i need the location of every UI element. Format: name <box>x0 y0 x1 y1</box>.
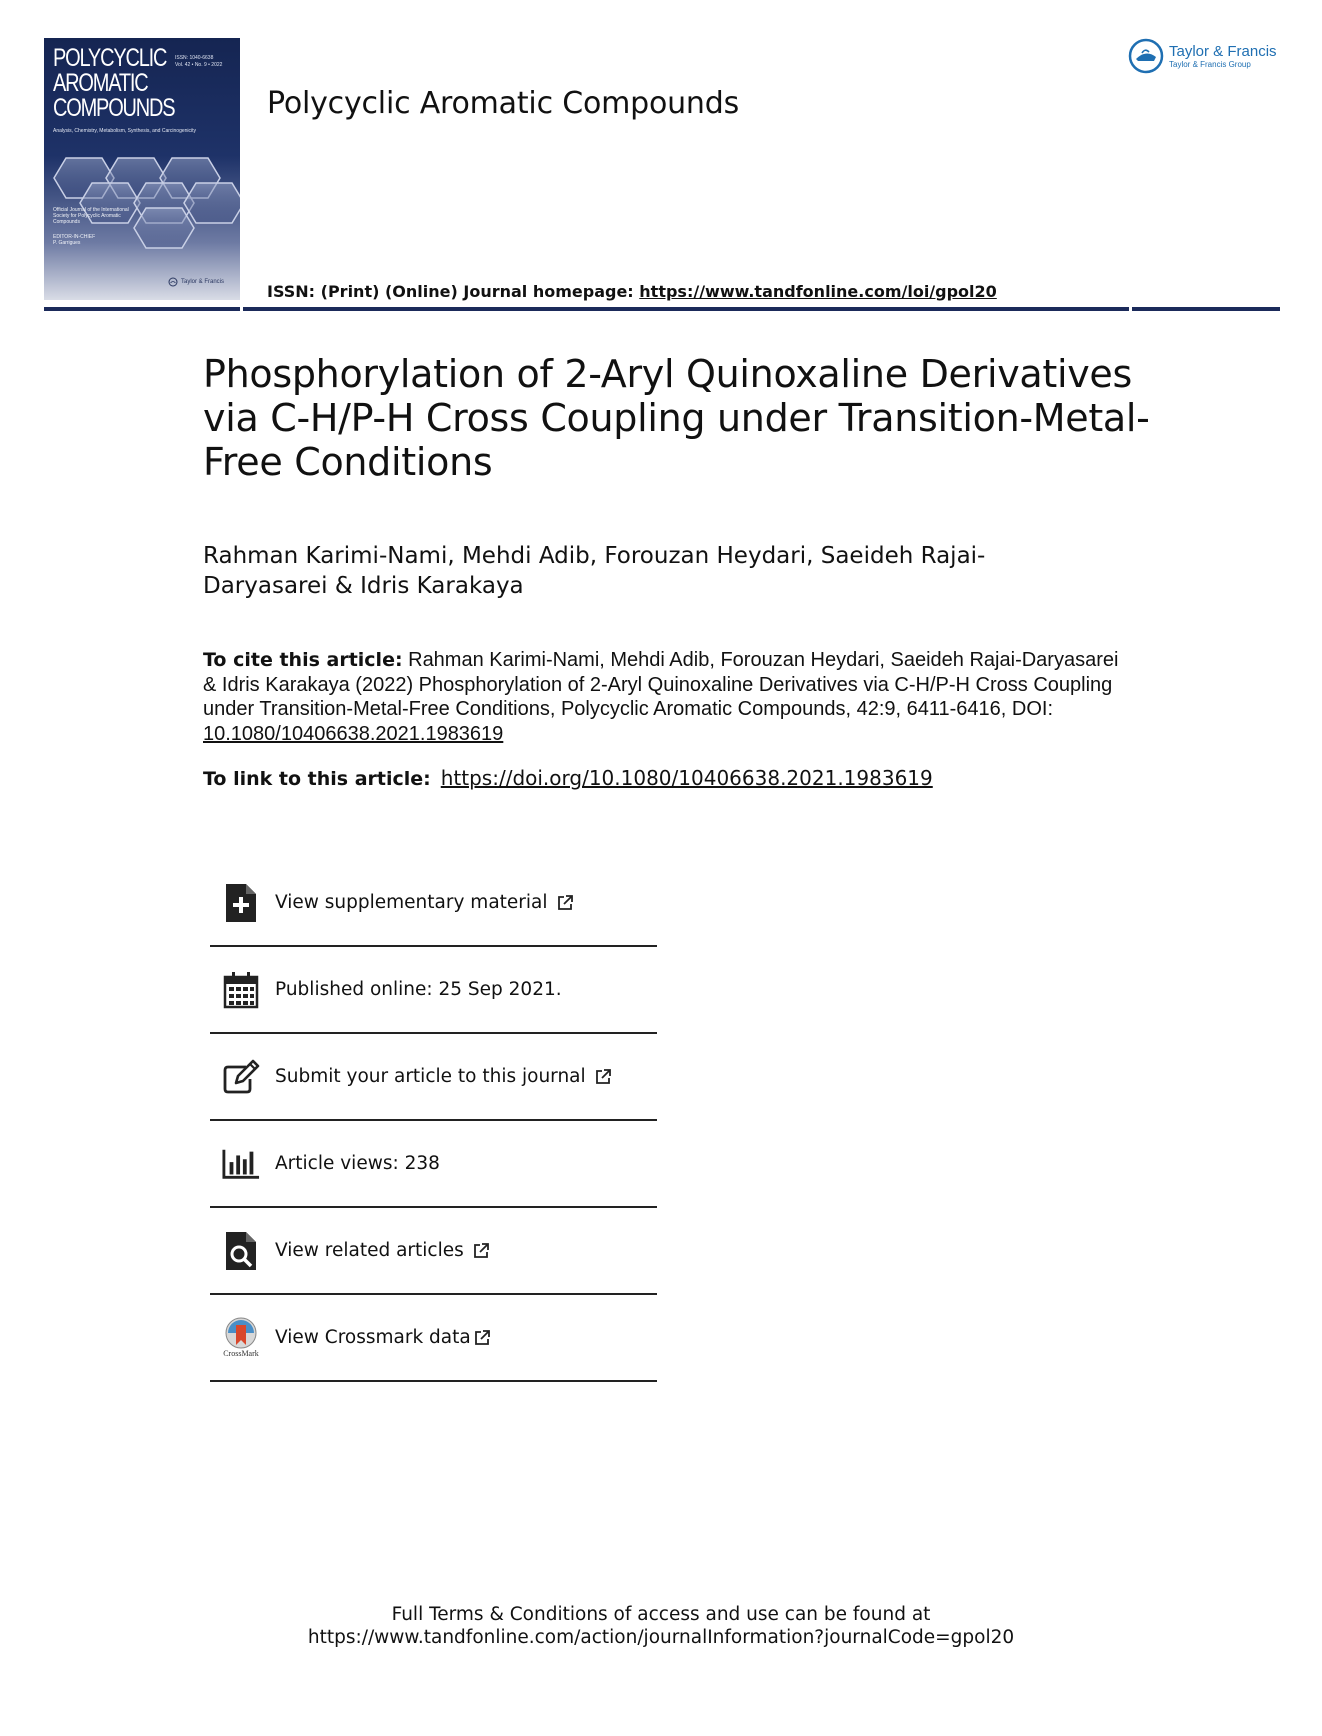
cover-issn: ISSN: 1040-6638 Vol. 42 • No. 9 • 2022 <box>175 55 223 68</box>
journal-cover-image <box>44 38 240 300</box>
published-online-item <box>210 947 657 1034</box>
header-divider <box>44 307 1280 311</box>
cover-official-text: Official Journal of the International Society for Polycyclic Aromatic Compounds <box>53 207 129 225</box>
article-views-label: Article views: 238 <box>275 1153 440 1174</box>
publisher-group: Taylor & Francis Group <box>1169 59 1251 69</box>
published-online-label: Published online: 25 Sep 2021. <box>275 979 562 1000</box>
supplementary-material-label: View supplementary material <box>275 892 548 913</box>
journal-name: Polycyclic Aromatic Compounds <box>267 86 740 121</box>
cite-doi-link[interactable]: 10.1080/10406638.2021.1983619 <box>203 722 504 745</box>
submit-article-item[interactable] <box>210 1034 657 1121</box>
submit-article-label: Submit your article to this journal <box>275 1066 586 1087</box>
terms-footer <box>0 1603 1322 1649</box>
cover-subtitle: Analysis, Chemistry, Metabolism, Synthesis, and Carcinogenicity <box>53 128 197 134</box>
cover-title: POLYCYCLIC AROMATIC COMPOUNDS <box>53 44 175 122</box>
publisher-logo-icon <box>168 277 178 287</box>
article-views-item <box>210 1121 657 1208</box>
cover-publisher-name: Taylor & Francis <box>181 279 225 285</box>
external-link-icon <box>473 1329 491 1347</box>
issn-label: ISSN: (Print) (Online) Journal homepage: <box>267 282 640 301</box>
document-plus-icon <box>222 881 260 925</box>
divider-gap <box>240 307 243 311</box>
supplementary-material-item[interactable] <box>210 860 657 947</box>
article-title: Phosphorylation of 2-Aryl Quinoxaline Derivatives via C-H/P-H Cross Coupling under Transition-Metal-Free Conditions <box>203 352 1150 484</box>
article-info-list <box>210 860 657 1382</box>
cover-publisher-logo <box>168 277 224 287</box>
calendar-icon <box>222 968 260 1012</box>
cite-label: To cite this article: <box>203 649 403 671</box>
article-doi-link[interactable]: https://doi.org/10.1080/10406638.2021.1983619 <box>440 766 933 790</box>
crossmark-icon <box>222 1316 260 1360</box>
external-link-icon <box>556 894 574 912</box>
citation-block <box>203 648 1123 746</box>
publisher-name: Taylor & Francis <box>1169 42 1277 60</box>
crossmark-logo-text: CrossMark <box>223 1349 259 1358</box>
related-articles-label: View related articles <box>275 1240 464 1261</box>
crossmark-item[interactable] <box>210 1295 657 1382</box>
external-link-icon <box>472 1242 490 1260</box>
link-label: To link to this article: <box>203 768 431 790</box>
edit-pencil-icon <box>222 1055 260 1099</box>
bar-chart-icon <box>222 1142 260 1186</box>
article-link-line <box>203 766 933 790</box>
footer-terms-link[interactable]: https://www.tandfonline.com/action/journalInformation?journalCode=gpol20 <box>307 1627 1015 1648</box>
crossmark-label: View Crossmark data <box>275 1327 471 1348</box>
related-articles-item[interactable] <box>210 1208 657 1295</box>
taylor-francis-lamp-icon <box>1128 38 1164 74</box>
article-authors: Rahman Karimi-Nami, Mehdi Adib, Forouzan Heydari, Saeideh Rajai-Daryasarei & Idris Karakaya <box>203 543 986 599</box>
taylor-francis-logo[interactable] <box>1128 38 1277 74</box>
document-search-icon <box>222 1229 260 1273</box>
external-link-icon <box>594 1068 612 1086</box>
divider-gap <box>1129 307 1132 311</box>
journal-homepage-link[interactable]: https://www.tandfonline.com/loi/gpol20 <box>639 282 997 301</box>
cover-editor-text: EDITOR-IN-CHIEF P. Garrigues <box>53 234 96 246</box>
footer-line-1: Full Terms & Conditions of access and use can be found at <box>391 1604 931 1625</box>
issn-homepage-line <box>267 282 997 301</box>
cite-text: Rahman Karimi-Nami, Mehdi Adib, Forouzan Heydari, Saeideh Rajai-Daryasarei & Idris Karakaya (2022) Phosphorylation of 2-Aryl Quinoxaline Derivatives via C-H/P-H Cross Coupling under Transition-Metal-Free Conditions, Polycyclic Aromatic Compounds, 42:9, 6411-6416, DOI: <box>203 649 1119 720</box>
